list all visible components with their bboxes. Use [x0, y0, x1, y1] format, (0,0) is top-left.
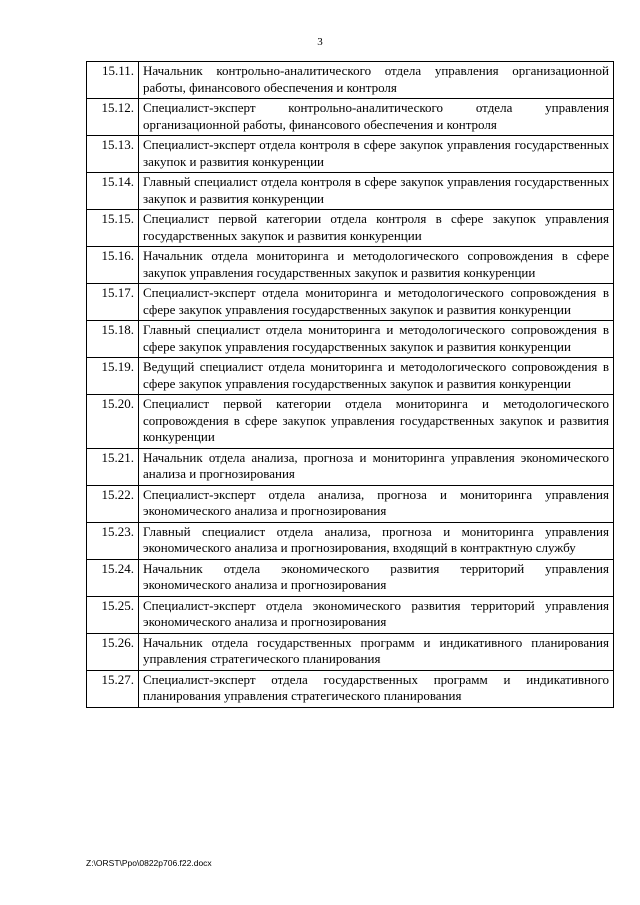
- position-title: Специалист-эксперт отдела контроля в сфере закупок управления государственных закупок и развития конкуренции: [139, 136, 614, 173]
- table-row: [87, 136, 614, 173]
- page-number: 3: [317, 36, 323, 48]
- row-number: 15.23.: [87, 522, 139, 559]
- table-row: [87, 62, 614, 99]
- row-number: 15.26.: [87, 633, 139, 670]
- table-row: [87, 485, 614, 522]
- table-row: [87, 210, 614, 247]
- table-row: [87, 670, 614, 707]
- table-row: [87, 358, 614, 395]
- positions-table: [86, 61, 614, 708]
- position-title: Начальник отдела государственных программ и индикативного планирования управления стратегического планирования: [139, 633, 614, 670]
- position-title: Специалист-эксперт контрольно-аналитического отдела управления организационной работы, финансового обеспечения и контроля: [139, 99, 614, 136]
- position-title: Ведущий специалист отдела мониторинга и методологического сопровождения в сфере закупок управления государственных закупок и развития конкуренции: [139, 358, 614, 395]
- row-number: 15.17.: [87, 284, 139, 321]
- row-number: 15.13.: [87, 136, 139, 173]
- table-row: [87, 448, 614, 485]
- position-title: Начальник отдела анализа, прогноза и мониторинга управления экономического анализа и прогнозирования: [139, 448, 614, 485]
- footer-file-path: Z:\ORST\Ppo\0822p706.f22.docx: [86, 858, 212, 868]
- position-title: Главный специалист отдела мониторинга и методологического сопровождения в сфере закупок управления государственных закупок и развития конкуренции: [139, 321, 614, 358]
- position-title: Специалист первой категории отдела контроля в сфере закупок управления государственных закупок и развития конкуренции: [139, 210, 614, 247]
- table-row: [87, 247, 614, 284]
- row-number: 15.12.: [87, 99, 139, 136]
- position-title: Специалист-эксперт отдела экономического развития территорий управления экономического анализа и прогнозирования: [139, 596, 614, 633]
- position-title: Главный специалист отдела контроля в сфере закупок управления государственных закупок и развития конкуренции: [139, 173, 614, 210]
- position-title: Начальник контрольно-аналитического отдела управления организационной работы, финансового обеспечения и контроля: [139, 62, 614, 99]
- position-title: Специалист-эксперт отдела мониторинга и методологического сопровождения в сфере закупок управления государственных закупок и развития конкуренции: [139, 284, 614, 321]
- table-row: [87, 173, 614, 210]
- position-title: Специалист-эксперт отдела анализа, прогноза и мониторинга управления экономического анализа и прогнозирования: [139, 485, 614, 522]
- positions-table-body: [87, 62, 614, 708]
- table-row: [87, 522, 614, 559]
- row-number: 15.15.: [87, 210, 139, 247]
- row-number: 15.14.: [87, 173, 139, 210]
- table-row: [87, 633, 614, 670]
- row-number: 15.27.: [87, 670, 139, 707]
- row-number: 15.20.: [87, 395, 139, 449]
- table-row: [87, 284, 614, 321]
- position-title: Специалист первой категории отдела мониторинга и методологического сопровождения в сфере закупок управления государственных закупок и развития конкуренции: [139, 395, 614, 449]
- row-number: 15.19.: [87, 358, 139, 395]
- table-row: [87, 321, 614, 358]
- position-title: Начальник отдела экономического развития территорий управления экономического анализа и прогнозирования: [139, 559, 614, 596]
- position-title: Начальник отдела мониторинга и методологического сопровождения в сфере закупок управления государственных закупок и развития конкуренции: [139, 247, 614, 284]
- table-row: [87, 596, 614, 633]
- position-title: Специалист-эксперт отдела государственных программ и индикативного планирования управления стратегического планирования: [139, 670, 614, 707]
- row-number: 15.25.: [87, 596, 139, 633]
- table-row: [87, 99, 614, 136]
- row-number: 15.11.: [87, 62, 139, 99]
- row-number: 15.18.: [87, 321, 139, 358]
- row-number: 15.16.: [87, 247, 139, 284]
- position-title: Главный специалист отдела анализа, прогноза и мониторинга управления экономического анализа и прогнозирования, входящий в контрактную службу: [139, 522, 614, 559]
- table-row: [87, 395, 614, 449]
- table-row: [87, 559, 614, 596]
- row-number: 15.24.: [87, 559, 139, 596]
- row-number: 15.22.: [87, 485, 139, 522]
- row-number: 15.21.: [87, 448, 139, 485]
